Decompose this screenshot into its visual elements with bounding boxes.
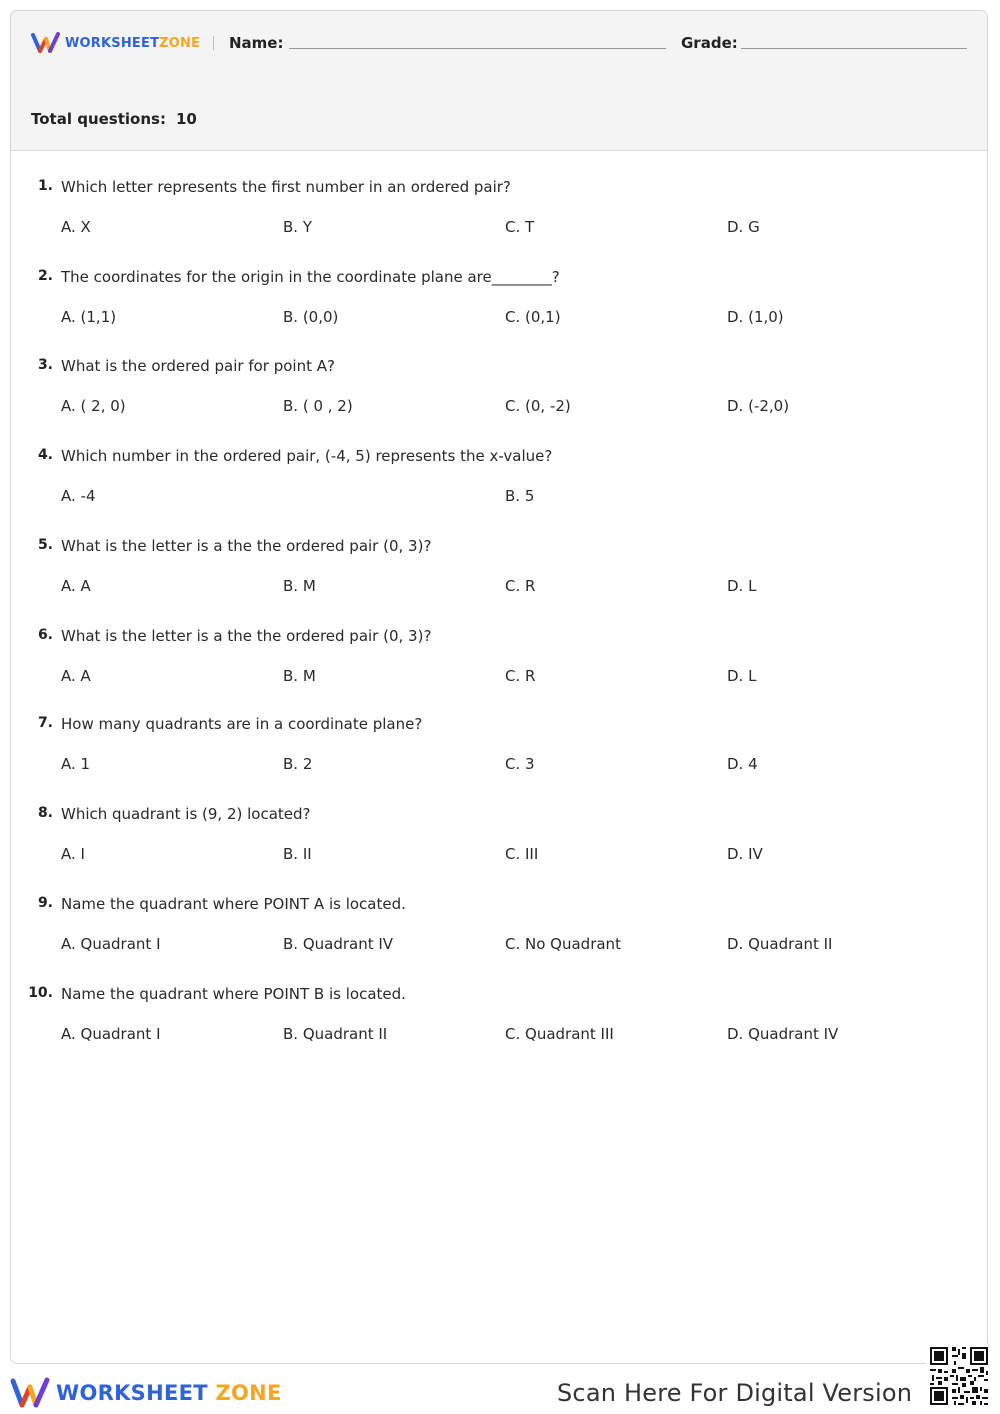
question-number: 7. — [37, 715, 53, 731]
question-number: 10. — [28, 985, 53, 1001]
logo-text: WORKSHEETZONE — [65, 35, 201, 51]
question-2 — [11, 268, 987, 348]
option-a[interactable]: A. -4 — [61, 487, 96, 505]
question-number: 4. — [37, 447, 53, 463]
option-a[interactable]: A. I — [61, 845, 85, 863]
option-c[interactable]: C. R — [505, 667, 536, 685]
question-text: Name the quadrant where POINT B is located. — [61, 985, 406, 1003]
question-text: Name the quadrant where POINT A is located. — [61, 895, 406, 913]
question-number: 9. — [37, 895, 53, 911]
question-text: Which quadrant is (9, 2) located? — [61, 805, 311, 823]
option-d[interactable]: D. Quadrant IV — [727, 1025, 839, 1043]
option-d[interactable]: D. IV — [727, 845, 763, 863]
grade-label: Grade: — [681, 34, 738, 52]
question-7 — [11, 715, 987, 795]
question-number: 6. — [37, 627, 53, 643]
w-logo-icon — [10, 1377, 50, 1409]
total-questions-value: 10 — [175, 110, 197, 128]
worksheet-sheet — [10, 10, 988, 1364]
option-d[interactable]: D. (-2,0) — [727, 397, 790, 415]
question-6 — [11, 627, 987, 707]
total-questions — [31, 110, 197, 128]
option-b[interactable]: B. Quadrant IV — [283, 935, 394, 953]
option-a[interactable]: A. X — [61, 218, 91, 236]
question-3 — [11, 357, 987, 437]
question-9 — [11, 895, 987, 975]
option-b[interactable]: B. Y — [283, 218, 312, 236]
name-field[interactable] — [289, 48, 666, 49]
option-c[interactable]: C. (0, -2) — [505, 397, 571, 415]
option-b[interactable]: B. (0,0) — [283, 308, 339, 326]
option-d[interactable]: D. L — [727, 667, 757, 685]
question-number: 5. — [37, 537, 53, 553]
option-c[interactable]: C. III — [505, 845, 539, 863]
option-a[interactable]: A. Quadrant I — [61, 1025, 161, 1043]
logo-text: WORKSHEET ZONE — [56, 1381, 282, 1405]
question-10 — [11, 985, 987, 1065]
option-a[interactable]: A. A — [61, 577, 91, 595]
option-b[interactable]: B. ( 0 , 2) — [283, 397, 353, 415]
question-text: How many quadrants are in a coordinate plane? — [61, 715, 423, 733]
question-5 — [11, 537, 987, 617]
option-b[interactable]: B. 5 — [505, 487, 535, 505]
option-c[interactable]: C. 3 — [505, 755, 535, 773]
question-text: Which letter represents the first number in an ordered pair? — [61, 178, 511, 196]
question-text: What is the ordered pair for point A? — [61, 357, 335, 375]
worksheet-zone-logo[interactable] — [31, 31, 200, 55]
option-a[interactable]: A. 1 — [61, 755, 91, 773]
question-text: What is the letter is a the the ordered pair (0, 3)? — [61, 627, 432, 645]
option-d[interactable]: D. (1,0) — [727, 308, 784, 326]
option-a[interactable]: A. ( 2, 0) — [61, 397, 126, 415]
worksheet-header — [11, 11, 987, 151]
header-separator — [213, 36, 214, 50]
option-b[interactable]: B. 2 — [283, 755, 313, 773]
option-b[interactable]: B. M — [283, 667, 316, 685]
option-a[interactable]: A. (1,1) — [61, 308, 117, 326]
option-d[interactable]: D. G — [727, 218, 760, 236]
option-c[interactable]: C. Quadrant III — [505, 1025, 614, 1043]
question-8 — [11, 805, 987, 885]
question-text: Which number in the ordered pair, (-4, 5) represents the x-value? — [61, 447, 553, 465]
scan-caption: Scan Here For Digital Version — [557, 1379, 913, 1407]
option-d[interactable]: D. Quadrant II — [727, 935, 833, 953]
option-d[interactable]: D. L — [727, 577, 757, 595]
option-c[interactable]: C. R — [505, 577, 536, 595]
option-a[interactable]: A. A — [61, 667, 91, 685]
option-b[interactable]: B. II — [283, 845, 312, 863]
option-a[interactable]: A. Quadrant I — [61, 935, 161, 953]
option-c[interactable]: C. T — [505, 218, 535, 236]
question-text: The coordinates for the origin in the coordinate plane are________? — [61, 268, 560, 286]
question-number: 2. — [37, 268, 53, 284]
question-number: 3. — [37, 357, 53, 373]
question-4 — [11, 447, 987, 527]
name-label: Name: — [229, 34, 284, 52]
option-c[interactable]: C. No Quadrant — [505, 935, 621, 953]
question-number: 1. — [37, 178, 53, 194]
question-number: 8. — [37, 805, 53, 821]
grade-field[interactable] — [741, 48, 967, 49]
w-logo-icon — [31, 32, 61, 54]
total-questions-label: Total questions: — [31, 110, 166, 128]
footer-logo[interactable] — [10, 1376, 282, 1410]
question-1 — [11, 178, 987, 258]
option-b[interactable]: B. Quadrant II — [283, 1025, 388, 1043]
question-text: What is the letter is a the the ordered pair (0, 3)? — [61, 537, 432, 555]
qr-code-icon[interactable] — [926, 1343, 992, 1409]
option-b[interactable]: B. M — [283, 577, 316, 595]
option-c[interactable]: C. (0,1) — [505, 308, 561, 326]
option-d[interactable]: D. 4 — [727, 755, 758, 773]
